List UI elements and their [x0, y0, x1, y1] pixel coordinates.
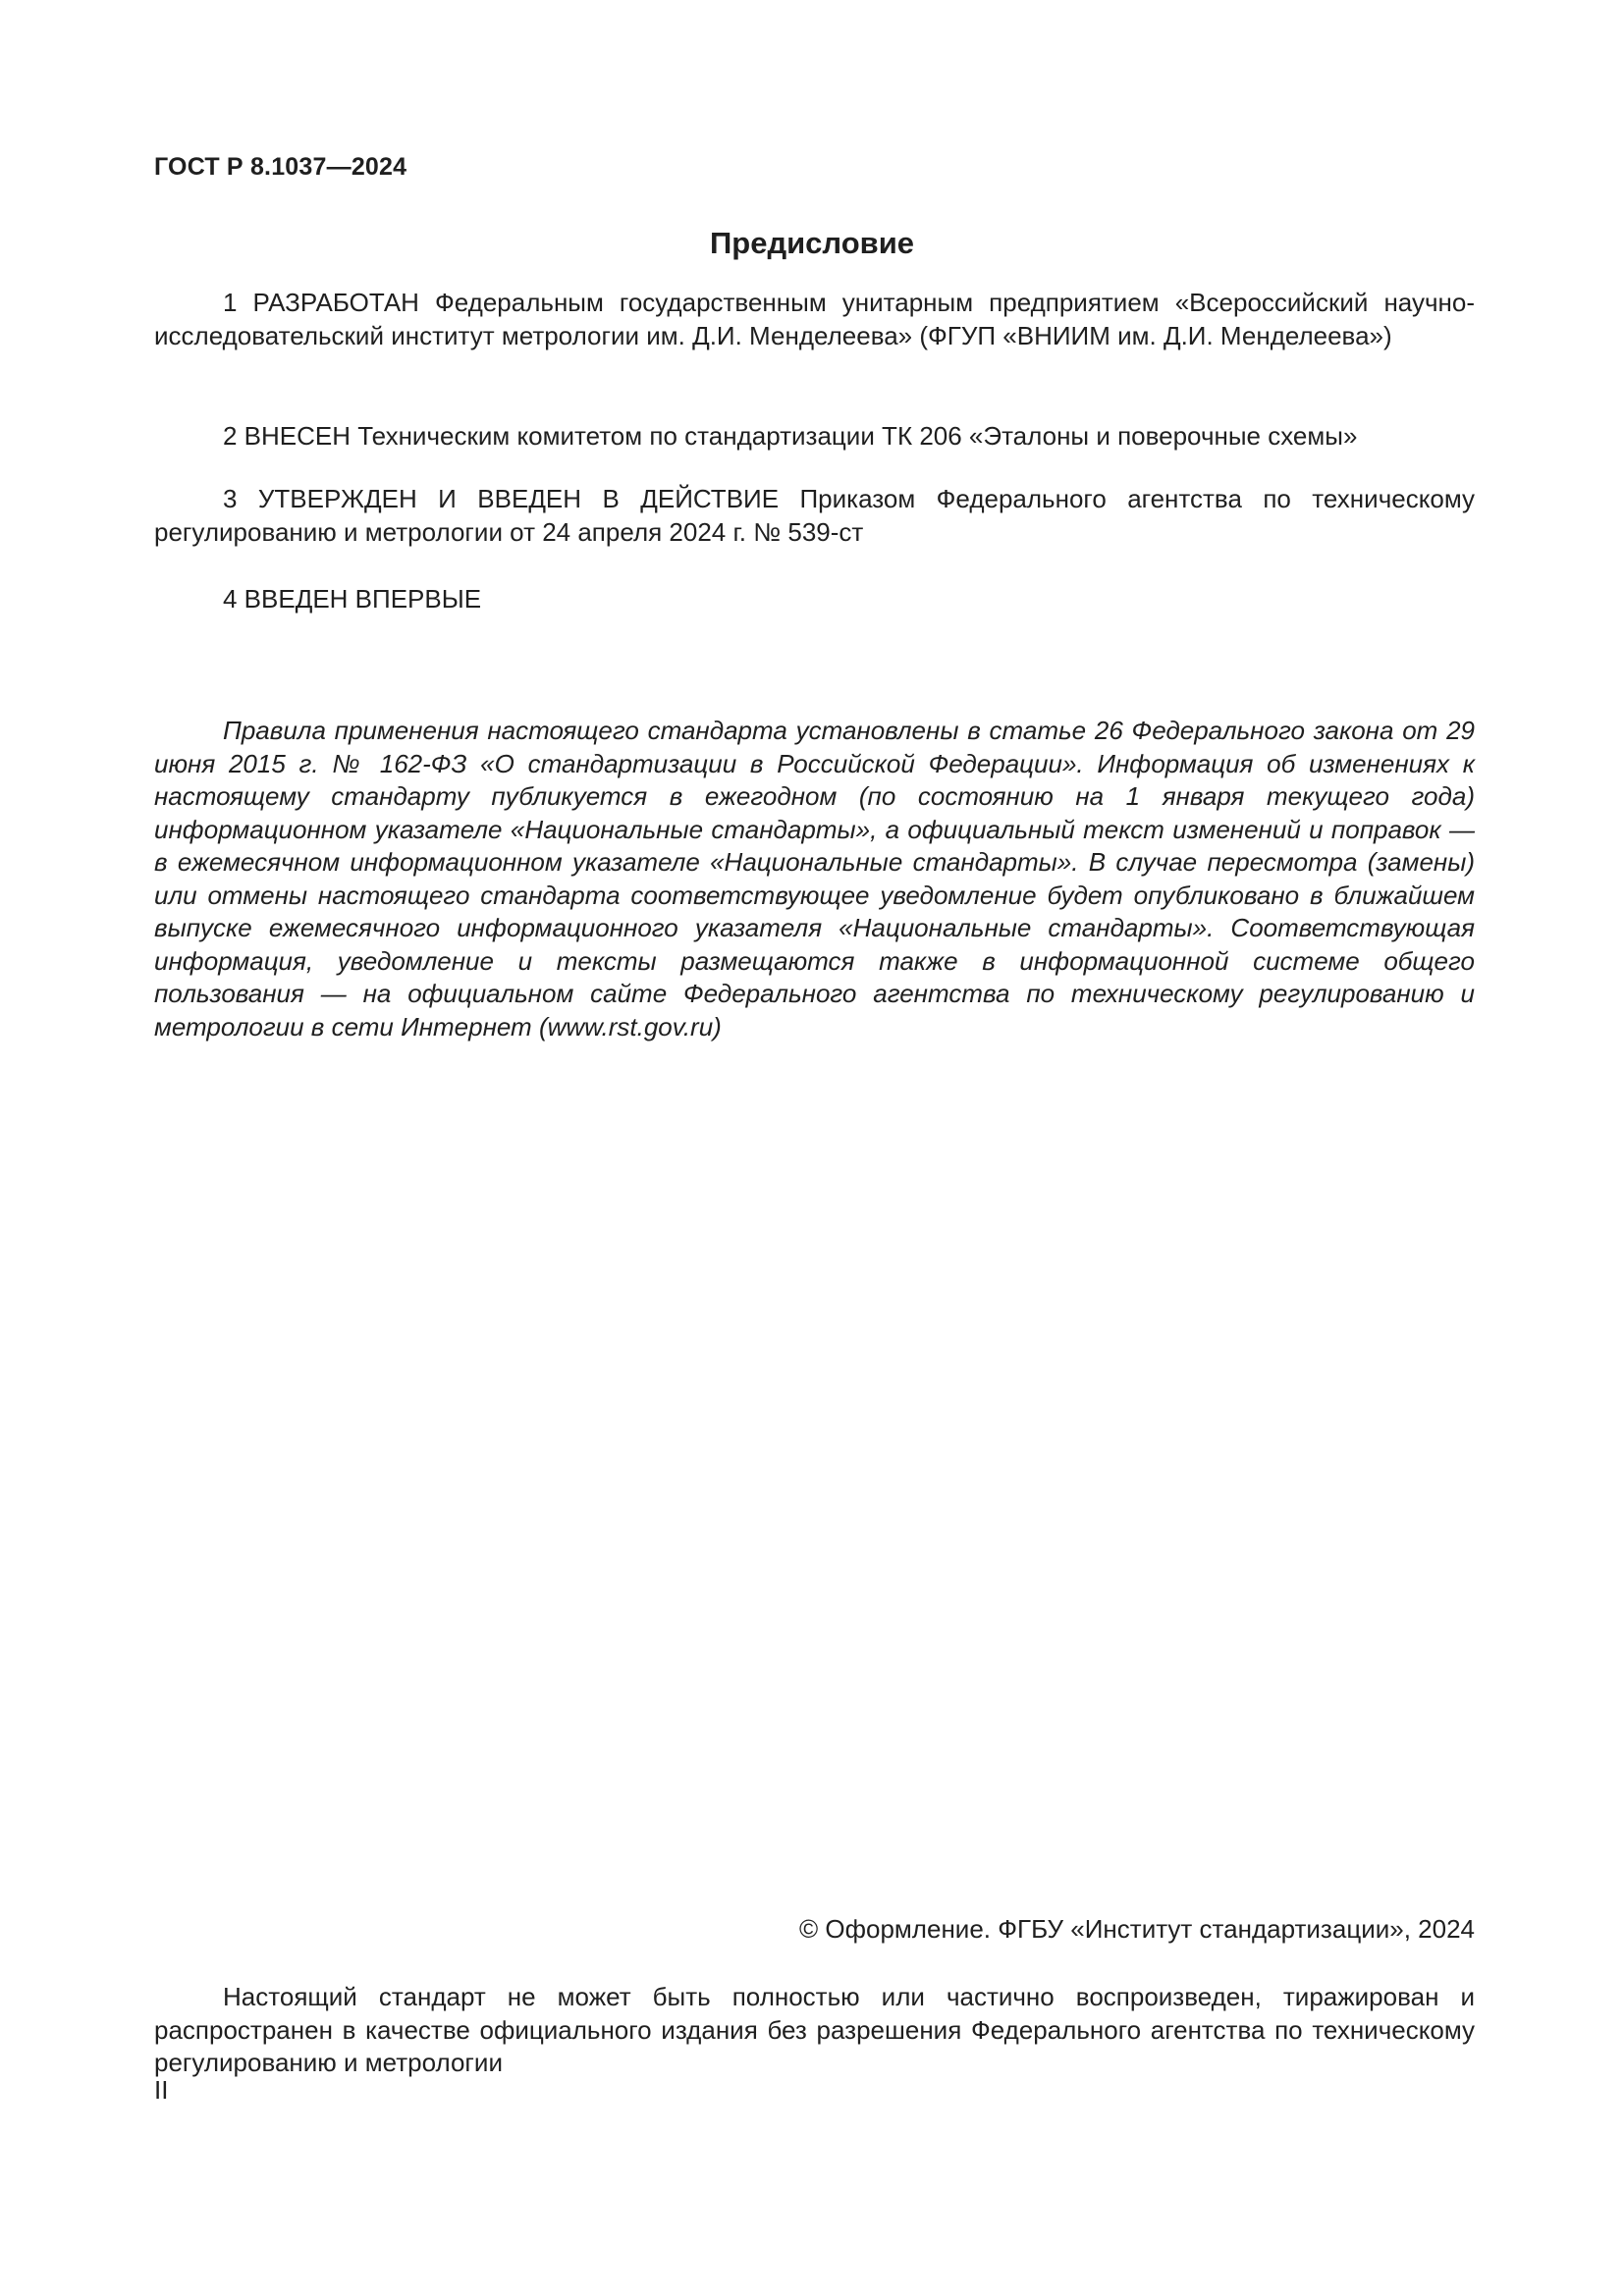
- document-code: ГОСТ Р 8.1037—2024: [154, 153, 407, 181]
- preface-item-submitted: 2 ВНЕСЕН Техническим комитетом по стандартизации ТК 206 «Эталоны и поверочные схемы»: [223, 421, 1358, 451]
- preface-item-approved: 3 УТВЕРЖДЕН И ВВЕДЕН В ДЕЙСТВИЕ Приказом Федерального агентства по техническому регулированию и метрологии от 24 апреля 2024 г. № 539-ст: [154, 484, 1475, 547]
- page-number: II: [154, 2075, 169, 2105]
- preface-title: Предисловие: [709, 226, 914, 260]
- preface-item-introduced: 4 ВВЕДЕН ВПЕРВЫЕ: [223, 584, 482, 614]
- reproduction-notice: Настоящий стандарт не может быть полностью или частично воспроизведен, тиражирован и распространен в качестве официального издания без разрешения Федерального агентства по техническому регулированию и метрологии: [154, 1982, 1475, 2077]
- application-rules-notice: Правила применения настоящего стандарта установлены в статье 26 Федерального закона от 29 июня 2015 г. № 162-ФЗ «О стандартизации в Российской Федерации». Информация об изменениях к настоящему стандарту публикуется в ежегодном (по состоянию на 1 января текущего года) информационном указателе «Национальные стандарты», а официальный текст изменений и поправок — в ежемесячном информационном указателе «Национальные стандарты». В случае пересмотра (замены) или отмены настоящего стандарта соответствующее уведомление будет опубликовано в ближайшем выпуске ежемесячного информационного указателя «Национальные стандарты». Соответствующая информация, уведомление и тексты размещаются также в информационной системе общего пользования — на официальном сайте Федерального агентства по техническому регулированию и метрологии в сети Интернет (www.rst.gov.ru): [154, 716, 1475, 1041]
- copyright-line: © Оформление. ФГБУ «Институт стандартизации», 2024: [799, 1914, 1475, 1944]
- preface-item-developed: 1 РАЗРАБОТАН Федеральным государственным унитарным предприятием «Всероссийский научно-исследовательский институт метрологии им. Д.И. Менделеева» (ФГУП «ВНИИМ им. Д.И. Менделеева»): [154, 288, 1475, 350]
